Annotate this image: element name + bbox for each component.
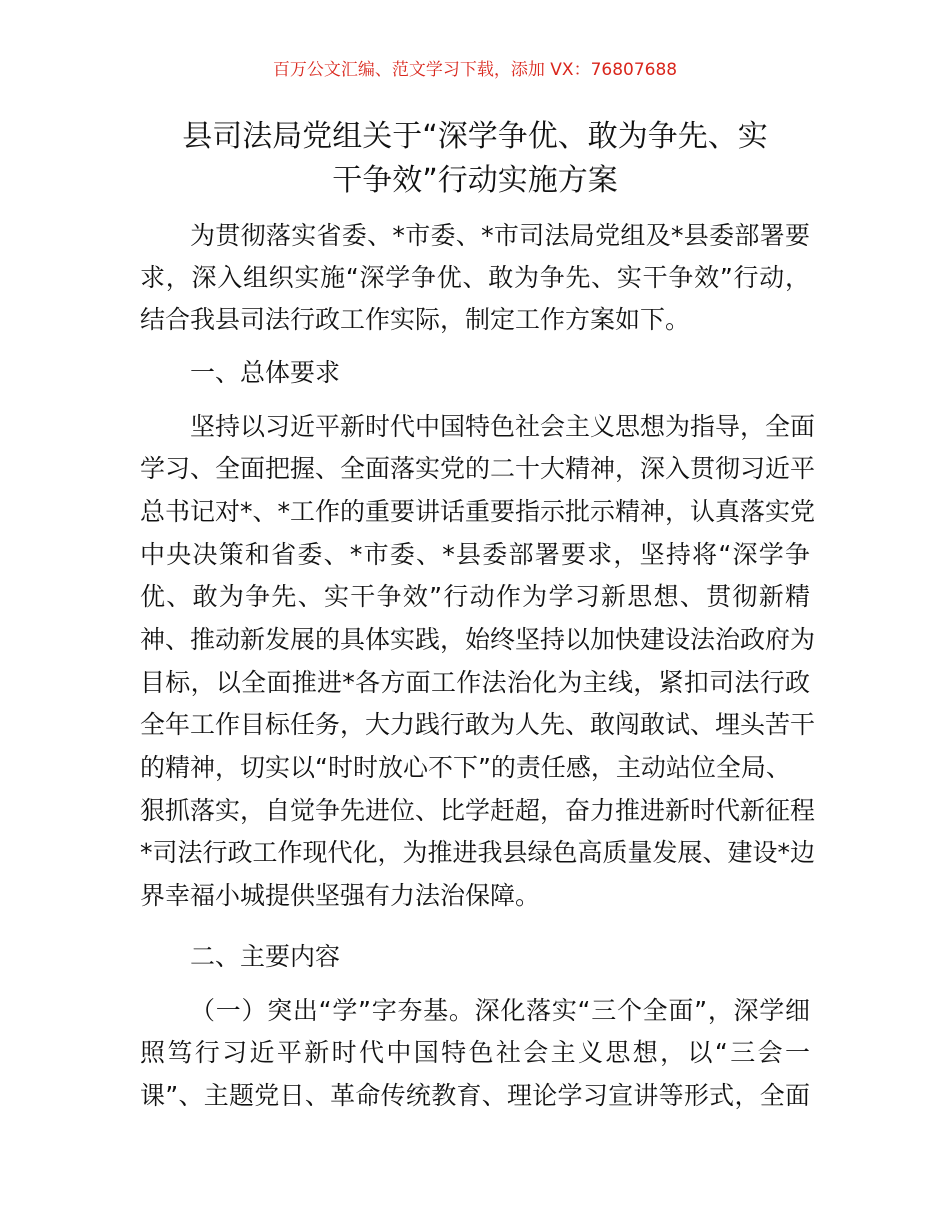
text-line: 照笃行习近平新时代中国特色社会主义思想，以“三会一: [140, 1038, 810, 1067]
text-line: 坚持以习近平新时代中国特色社会主义思想为指导，全面: [190, 412, 816, 441]
text-line: 的精神，切实以“时时放心不下”的责任感，主动站位全局、: [140, 753, 791, 782]
document-title-line-2: 干争效”行动实施方案: [332, 163, 618, 198]
text-line: 总书记对*、*工作的重要讲话重要指示批示精神，认真落实党: [140, 497, 816, 526]
text-line: 狠抓落实，自觉争先进位、比学赶超，奋力推进新时代新征程: [140, 796, 816, 825]
text-line: 为贯彻落实省委、*市委、*市司法局党组及*县委部署要: [190, 221, 810, 250]
text-line: *司法行政工作现代化，为推进我县绿色高质量发展、建设*边: [140, 838, 816, 867]
section-heading: 一、总体要求: [190, 358, 341, 387]
text-line: 求，深入组织实施“深学争优、敢为争先、实干争效”行动，: [140, 263, 810, 292]
text-line: 优、敢为争先、实干争效”行动作为学习新思想、贯彻新精: [140, 582, 810, 611]
text-line: （一）突出“学”字夯基。深化落实“三个全面”，深学细: [190, 996, 810, 1025]
section-heading: 二、主要内容: [190, 942, 341, 971]
text-line: 课”、主题党日、革命传统教育、理论学习宣讲等形式，全面: [140, 1081, 810, 1110]
text-line: 中央决策和省委、*市委、*县委部署要求，坚持将“深学争: [140, 540, 810, 569]
text-line: 结合我县司法行政工作实际，制定工作方案如下。: [140, 305, 691, 334]
text-line: 界幸福小城提供坚强有力法治保障。: [140, 881, 541, 910]
text-line: 目标，以全面推进*各方面工作法治化为主线，紧扣司法行政: [140, 668, 810, 697]
text-line: 学习、全面把握、全面落实党的二十大精神，深入贯彻习近平: [140, 454, 816, 483]
watermark-header: 百万公文汇编、范文学习下载，添加 VX：76807688: [272, 60, 678, 80]
document-title-line-1: 县司法局党组关于“深学争优、敢为争先、实: [182, 119, 768, 154]
text-line: 神、推动新发展的具体实践，始终坚持以加快建设法治政府为: [140, 625, 816, 654]
text-line: 全年工作目标任务，大力践行敢为人先、敢闯敢试、埋头苦干: [140, 710, 816, 739]
